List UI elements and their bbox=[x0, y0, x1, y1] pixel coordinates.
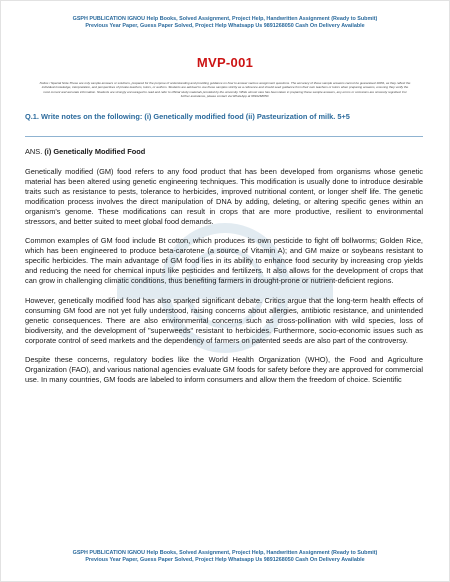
page-footer bbox=[21, 550, 429, 565]
footer-line-2: Previous Year Paper, Guess Paper Solved, Project Help Whatsapp Us 9891268050 Cash On Delivery Available bbox=[85, 557, 365, 564]
paragraph: Genetically modified (GM) food refers to any food product that has been developed from organisms whose genetic material has been altered using genetic engineering techniques. This modification is usually done to introduce desirable traits such as resistance to pests, tolerance to herbicides, improved nutritional content, or longer shelf life. The genetic modification process involves the direct manipulation of DNA by adding, deleting, or altering specific genes within an organism's genome. These modifications can result in crops that are more productive, resilient to environmental stressors, and better suited to meet global food demands. bbox=[25, 167, 423, 227]
document-title: MVP-001 bbox=[196, 55, 254, 70]
answer-subheading: (i) Genetically Modified Food bbox=[44, 147, 146, 156]
paragraph: However, genetically modified food has also sparked significant debate. Critics argue that the long-term health effects of consuming GM food are not yet fully understood, raising concerns about allergies, antibiotic resistance, and unintended genetic consequences. There are also environmental concerns such as cross-pollination with wild species, loss of biodiversity, and the development of "superweeds" resistant to herbicides. Furthermore, socio-economic issues such as corporate control of seed markets and the dependency of farmers on patented seeds are also part of the controversy. bbox=[25, 295, 423, 345]
paragraph: Despite these concerns, regulatory bodies like the World Health Organization (WHO), the Food and Agriculture Organization (FAO), and various national agencies evaluate GM foods for safety before they are approved for commercial use. In many countries, GM foods are labeled to inform consumers and allow them the freedom of choice. Scientific bbox=[25, 354, 423, 384]
answer-heading bbox=[25, 147, 145, 157]
page-header bbox=[21, 16, 429, 31]
question-number: Q.1. bbox=[25, 112, 39, 121]
header-line-2: Previous Year Paper, Guess Paper Solved, Project Help Whatsapp Us 9891268050 Cash On Delivery Available bbox=[85, 23, 365, 30]
answer-body bbox=[25, 167, 423, 394]
footer-line-1: GSPH PUBLICATION IGNOU Help Books, Solved Assignment, Project Help, Handwritten Assignment (Ready to Submit) bbox=[72, 550, 378, 556]
header-line-1: GSPH PUBLICATION IGNOU Help Books, Solved Assignment, Project Help, Handwritten Assignment (Ready to Submit) bbox=[72, 16, 378, 22]
notice-text: Notice / Special Note-These are only sample answers or solutions, prepared for the purpose of understanding and providing guidance on how to answer various assignment questions. The accuracy of these sample answers cannot be guaranteed 100%, as they reflect the individual knowledge, interpretation, and perspectives of private teachers, tutors, or authors. Students are advised to use these samples strictly as a reference and should seek guidance from their own teachers or tutors when preparing answers, ensuring they verify the most current and accurate information. Students are strongly encouraged to read and refer to official study materials provided by the university. While utmost care has been taken in preparing these sample answers, any errors or omissions are sincerely regretted. For further assistance, please contact via WhatsApp at 9891268050. bbox=[39, 81, 411, 98]
question-divider bbox=[25, 136, 423, 137]
paragraph: Common examples of GM food include Bt cotton, which produces its own pesticide to fight off bollworms; Golden Rice, which has been engineered to produce beta-carotene (a source of Vitamin A); and GM maize or soybeans resistant to specific herbicides. The main advantage of GM food lies in its ability to enhance food security by increasing crop yields and reducing the need for chemical inputs like pesticides and fertilizers. It also allows for the development of crops that can grow in challenging climatic conditions, thus benefiting farmers in drought-prone or nutrient-deficient regions. bbox=[25, 236, 423, 286]
answer-label: ANS. bbox=[25, 147, 43, 156]
question-line bbox=[25, 112, 423, 122]
question-text: Write notes on the following: (i) Genetically modified food (ii) Pasteurization of milk. 5+5 bbox=[41, 112, 350, 121]
